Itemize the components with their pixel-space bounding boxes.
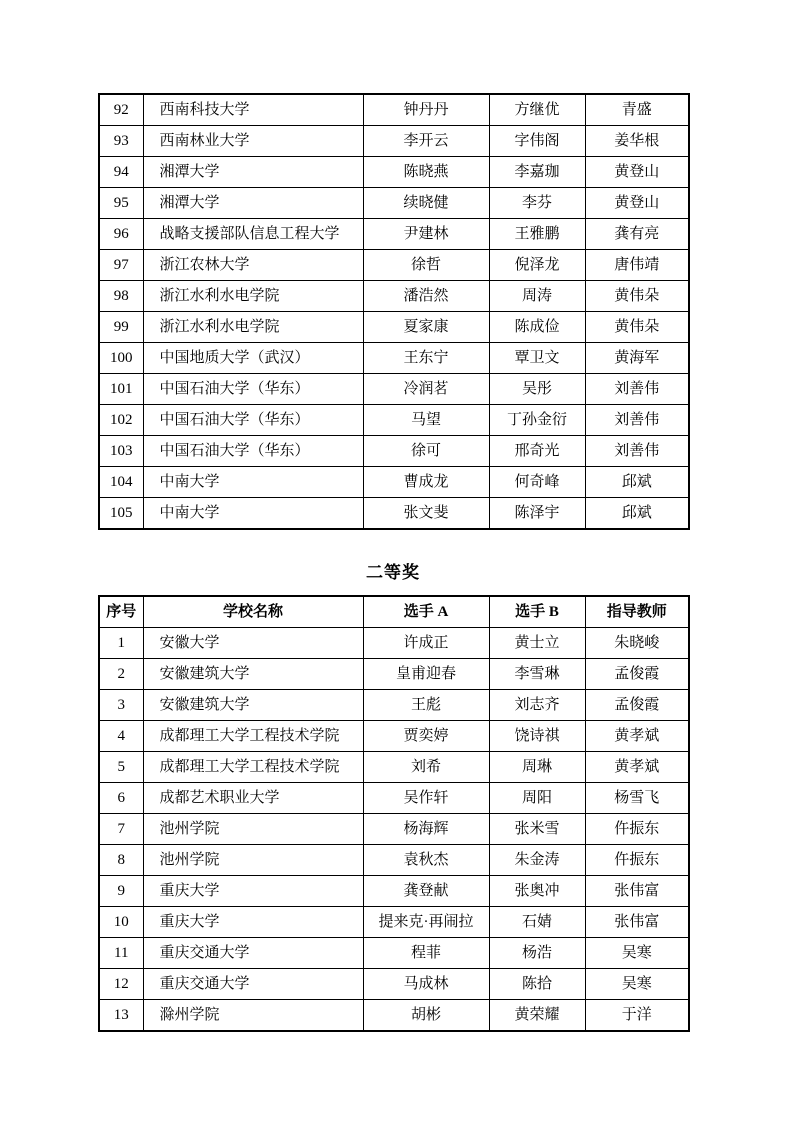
table-cell: 青盛: [585, 94, 689, 126]
table-cell: 93: [99, 126, 143, 157]
table-cell: 杨海辉: [363, 814, 489, 845]
table-cell: 102: [99, 405, 143, 436]
table-cell: 13: [99, 1000, 143, 1032]
table-row: [99, 783, 689, 814]
table-cell: 夏家康: [363, 312, 489, 343]
table-cell: 重庆交通大学: [143, 938, 363, 969]
table-cell: 仵振东: [585, 814, 689, 845]
table-cell: 潘浩然: [363, 281, 489, 312]
table-cell: 池州学院: [143, 845, 363, 876]
table-cell: 仵振东: [585, 845, 689, 876]
table-cell: 字伟阁: [489, 126, 585, 157]
table-cell: 94: [99, 157, 143, 188]
table-cell: 100: [99, 343, 143, 374]
table-cell: 安徽建筑大学: [143, 659, 363, 690]
table-row: [99, 436, 689, 467]
table-cell: 中国地质大学（武汉）: [143, 343, 363, 374]
header-player-b: 选手 B: [489, 596, 585, 628]
table-cell: 103: [99, 436, 143, 467]
table-header-row: [99, 596, 689, 628]
table-row: [99, 467, 689, 498]
table-cell: 钟丹丹: [363, 94, 489, 126]
table-cell: 12: [99, 969, 143, 1000]
table-cell: 战略支援部队信息工程大学: [143, 219, 363, 250]
table-cell: 吴作轩: [363, 783, 489, 814]
table-cell: 105: [99, 498, 143, 530]
table-row: [99, 907, 689, 938]
table-cell: 3: [99, 690, 143, 721]
second-prize-table: [98, 595, 690, 1032]
table-cell: 倪泽龙: [489, 250, 585, 281]
table-cell: 张米雪: [489, 814, 585, 845]
table-row: [99, 157, 689, 188]
table-row: [99, 250, 689, 281]
table-cell: 程菲: [363, 938, 489, 969]
table-cell: 刘志齐: [489, 690, 585, 721]
table-cell: 杨雪飞: [585, 783, 689, 814]
table-cell: 李嘉珈: [489, 157, 585, 188]
table-cell: 徐哲: [363, 250, 489, 281]
table-cell: 胡彬: [363, 1000, 489, 1032]
table-cell: 覃卫文: [489, 343, 585, 374]
table-cell: 黄海军: [585, 343, 689, 374]
table-cell: 李开云: [363, 126, 489, 157]
table-row: [99, 938, 689, 969]
table-cell: 刘希: [363, 752, 489, 783]
table-cell: 袁秋杰: [363, 845, 489, 876]
table-cell: 刘善伟: [585, 436, 689, 467]
table-cell: 中南大学: [143, 467, 363, 498]
table-cell: 成都理工大学工程技术学院: [143, 721, 363, 752]
table-row: [99, 1000, 689, 1032]
table-cell: 成都理工大学工程技术学院: [143, 752, 363, 783]
table-cell: 朱晓峻: [585, 628, 689, 659]
table-cell: 陈成俭: [489, 312, 585, 343]
table-cell: 吴寒: [585, 938, 689, 969]
table-row: [99, 876, 689, 907]
table-row: [99, 690, 689, 721]
table-row: [99, 628, 689, 659]
table-row: [99, 752, 689, 783]
table-row: [99, 94, 689, 126]
table-cell: 浙江水利水电学院: [143, 281, 363, 312]
table-cell: 重庆交通大学: [143, 969, 363, 1000]
table-cell: 孟俊霞: [585, 659, 689, 690]
table-cell: 贾奕婷: [363, 721, 489, 752]
table-cell: 姜华根: [585, 126, 689, 157]
table-cell: 马成林: [363, 969, 489, 1000]
table-cell: 黄荣耀: [489, 1000, 585, 1032]
table-row: [99, 498, 689, 530]
table-cell: 7: [99, 814, 143, 845]
table-cell: 安徽大学: [143, 628, 363, 659]
table-cell: 西南林业大学: [143, 126, 363, 157]
table-cell: 2: [99, 659, 143, 690]
table-cell: 刘善伟: [585, 405, 689, 436]
table-cell: 王彪: [363, 690, 489, 721]
table-cell: 9: [99, 876, 143, 907]
table-row: [99, 343, 689, 374]
table-cell: 陈拾: [489, 969, 585, 1000]
table-cell: 中国石油大学（华东）: [143, 436, 363, 467]
table-cell: 4: [99, 721, 143, 752]
table-cell: 许成正: [363, 628, 489, 659]
table-cell: 于洋: [585, 1000, 689, 1032]
table-cell: 李雪琳: [489, 659, 585, 690]
table-cell: 方继优: [489, 94, 585, 126]
header-player-a: 选手 A: [363, 596, 489, 628]
table-row: [99, 405, 689, 436]
second-prize-title: 二等奖: [366, 563, 420, 582]
table-cell: 92: [99, 94, 143, 126]
table-cell: 徐可: [363, 436, 489, 467]
table-cell: 邢奇光: [489, 436, 585, 467]
table-cell: 104: [99, 467, 143, 498]
table-cell: 95: [99, 188, 143, 219]
header-school-name: 学校名称: [143, 596, 363, 628]
table-cell: 成都艺术职业大学: [143, 783, 363, 814]
table-row: [99, 845, 689, 876]
table-cell: 8: [99, 845, 143, 876]
table-cell: 湘潭大学: [143, 188, 363, 219]
table-cell: 周涛: [489, 281, 585, 312]
table-cell: 邱斌: [585, 498, 689, 530]
table-cell: 98: [99, 281, 143, 312]
table-cell: 刘善伟: [585, 374, 689, 405]
table-cell: 王东宁: [363, 343, 489, 374]
table-cell: 朱金涛: [489, 845, 585, 876]
table-cell: 安徽建筑大学: [143, 690, 363, 721]
table-cell: 黄孝斌: [585, 752, 689, 783]
table-cell: 饶诗祺: [489, 721, 585, 752]
table-cell: 张奥冲: [489, 876, 585, 907]
table-cell: 续晓健: [363, 188, 489, 219]
table-cell: 张伟富: [585, 907, 689, 938]
table-cell: 中国石油大学（华东）: [143, 405, 363, 436]
table-cell: 1: [99, 628, 143, 659]
table-cell: 黄登山: [585, 188, 689, 219]
table-cell: 李芬: [489, 188, 585, 219]
table-cell: 周琳: [489, 752, 585, 783]
table-cell: 石婧: [489, 907, 585, 938]
header-instructor: 指导教师: [585, 596, 689, 628]
table-cell: 尹建林: [363, 219, 489, 250]
award-table-continued: [98, 93, 690, 530]
table-cell: 10: [99, 907, 143, 938]
table-cell: 湘潭大学: [143, 157, 363, 188]
table-row: [99, 281, 689, 312]
table-cell: 中国石油大学（华东）: [143, 374, 363, 405]
table-cell: 5: [99, 752, 143, 783]
table-row: [99, 721, 689, 752]
table-cell: 马望: [363, 405, 489, 436]
table-cell: 重庆大学: [143, 876, 363, 907]
table-cell: 唐伟靖: [585, 250, 689, 281]
header-index: 序号: [99, 596, 143, 628]
table-cell: 孟俊霞: [585, 690, 689, 721]
table-cell: 西南科技大学: [143, 94, 363, 126]
table-row: [99, 312, 689, 343]
table-cell: 滁州学院: [143, 1000, 363, 1032]
table-row: [99, 219, 689, 250]
table-row: [99, 374, 689, 405]
table-cell: 11: [99, 938, 143, 969]
table-row: [99, 126, 689, 157]
table-row: [99, 814, 689, 845]
table-cell: 皇甫迎春: [363, 659, 489, 690]
table-cell: 提来克·再闹拉: [363, 907, 489, 938]
table-cell: 96: [99, 219, 143, 250]
table-row: [99, 969, 689, 1000]
table-cell: 何奇峰: [489, 467, 585, 498]
table-cell: 龚有亮: [585, 219, 689, 250]
table-cell: 浙江水利水电学院: [143, 312, 363, 343]
table-cell: 吴寒: [585, 969, 689, 1000]
table-cell: 中南大学: [143, 498, 363, 530]
table-cell: 99: [99, 312, 143, 343]
table-cell: 冷润茗: [363, 374, 489, 405]
table-cell: 王雅鹏: [489, 219, 585, 250]
table-cell: 浙江农林大学: [143, 250, 363, 281]
table-cell: 吴彤: [489, 374, 585, 405]
table-cell: 黄登山: [585, 157, 689, 188]
table-row: [99, 188, 689, 219]
table-cell: 张伟富: [585, 876, 689, 907]
table-cell: 97: [99, 250, 143, 281]
table-cell: 黄伟朵: [585, 281, 689, 312]
table-cell: 龚登献: [363, 876, 489, 907]
table-cell: 陈晓燕: [363, 157, 489, 188]
table-cell: 张文斐: [363, 498, 489, 530]
table-cell: 黄伟朵: [585, 312, 689, 343]
table-cell: 黄孝斌: [585, 721, 689, 752]
table-cell: 6: [99, 783, 143, 814]
table-cell: 陈泽宇: [489, 498, 585, 530]
table-cell: 杨浩: [489, 938, 585, 969]
table-cell: 曹成龙: [363, 467, 489, 498]
table-cell: 黄士立: [489, 628, 585, 659]
table-cell: 周阳: [489, 783, 585, 814]
table-row: [99, 659, 689, 690]
table-cell: 池州学院: [143, 814, 363, 845]
table-cell: 101: [99, 374, 143, 405]
table-cell: 邱斌: [585, 467, 689, 498]
table-cell: 重庆大学: [143, 907, 363, 938]
table-cell: 丁孙金衍: [489, 405, 585, 436]
